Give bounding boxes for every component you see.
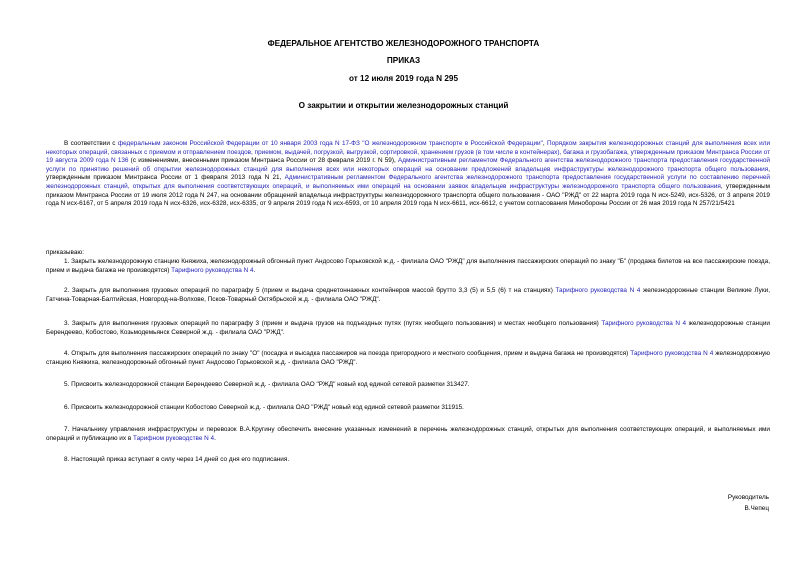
- item-3-end: железнодорожные станции Берендеево, Кобостово, Козьмодемьянск Северной ж.д. - филиала ОАО "РЖД".: [46, 320, 770, 336]
- preamble-text-1: В соответствии с: [64, 140, 118, 147]
- item-7-text: 7. Начальнику управления инфраструктуры и перевозок В.А.Кругину обеспечить внесение указанных изменений в перечень железнодорожных станций, открытых для выполнения соответствующих операций, и выполняемых ими операций и публикацию их в: [46, 426, 770, 442]
- document-date-number: от 12 июля 2019 года N 295: [348, 74, 459, 83]
- preamble-text-2: ,: [542, 140, 547, 147]
- link-tariff-guide-item-4[interactable]: Тарифного руководства N 4: [630, 350, 714, 357]
- item-3-text: 3. Закрыть для выполнения грузовых операций по параграфу 3 (прием и выдача грузов на подъездных путях (путях необщего пользования) и местах необщего пользования): [64, 320, 602, 327]
- item-5: [46, 381, 770, 390]
- order-word: приказываю:: [46, 249, 84, 256]
- item-7: [46, 426, 770, 443]
- item-7-end: .: [214, 434, 216, 442]
- agency-name: ФЕДЕРАЛЬНОЕ АГЕНТСТВО ЖЕЛЕЗНОДОРОЖНОГО ТРАНСПОРТА: [267, 39, 540, 48]
- link-tariff-guide-item-2[interactable]: Тарифного руководства N 4: [555, 287, 641, 294]
- item-1: [46, 258, 770, 275]
- item-6: [46, 404, 770, 413]
- link-admin-regulation-opening[interactable]: Административным регламентом Федерального агентства железнодорожного транспорта предоставления государственной услуги по принятию решений об открытии железнодорожных станций для выполнения всех или некоторых операций на основании предложений владельцев инфраструктуры железнодорожного транспорта общего пользования: [46, 157, 770, 173]
- item-8: [46, 456, 770, 465]
- link-tariff-guide-item-7[interactable]: Тарифном руководстве N 4: [133, 434, 215, 442]
- link-station-closing-procedure[interactable]: Порядком закрытия железнодорожных станций для выполнения всех или некоторых операций, связанных с приемом и отправлением поездов, приемом, выдачей, погрузкой, выгрузкой, сортировкой, хранением грузов (в том числе в контейнерах), багажа и грузобагажа, утвержденным приказом Минтранса России от 19 августа 2009 года N 136: [46, 140, 771, 165]
- signature-role: Руководитель: [727, 494, 769, 501]
- item-4-text: 4. Открыть для выполнения пассажирских операций по знаку "О" (посадка и высадка пассажиров на поезда пригородного и местного сообщения, прием и выдача багажа не производятся): [64, 350, 631, 357]
- item-8-text: 8. Настоящий приказ вступает в силу через 14 дней со дня его подписания.: [64, 456, 290, 463]
- item-5-text: 5. Присвоить железнодорожной станции Берендеево Северной ж.д. - филиала ОАО "РЖД" новый код единой сетевой разметки 313427.: [64, 381, 470, 388]
- item-1-end: .: [253, 266, 256, 274]
- item-3: [46, 320, 770, 337]
- document-title: О закрытии и открытии железнодорожных станций: [298, 101, 509, 110]
- preamble-text-4: , утвержденным приказом Минтранса России от 1 февраля 2013 года N 21,: [46, 165, 770, 182]
- document-type: ПРИКАЗ: [386, 56, 421, 65]
- link-admin-regulation-lists[interactable]: Административным регламентом Федерального агентства железнодорожного транспорта предоставления государственной услуги по составлению перечней железнодорожных станций, открытых для выполнения соответствующих операций, и выполняемых ими операций на основании заявок владельцев инфраструктуры железнодорожного транспорта общего пользования: [46, 174, 770, 190]
- item-1-text: 1. Закрыть железнодорожную станцию Княжиха, железнодорожный обгонный пункт Андосово Горьковской ж.д. - филиала ОАО "РЖД" для выполнения пассажирских операций по знаку "Б" (продажа билетов на все пассажирские поезда, прием и выдача багажа не производятся): [46, 258, 770, 274]
- item-2-text: 2. Закрыть для выполнения грузовых операций по параграфу 5 (прием и выдача среднетоннажных контейнеров массой брутто 3,3 (5) и 5,5 (6) т на станциях): [64, 287, 556, 294]
- item-4: [46, 350, 770, 367]
- link-federal-law[interactable]: федеральным законом Российской Федерации от 10 января 2003 года N 17-ФЗ "О железнодорожном транспорте в Российской Федерации": [117, 140, 543, 147]
- signature-name: В.Чепец: [744, 505, 769, 512]
- item-6-text: 6. Присвоить железнодорожной станции Кобостово Северной ж.д. - филиала ОАО "РЖД" новый код единой сетевой разметки 311915.: [64, 404, 464, 411]
- item-2-end: железнодорожные станции Великие Луки, Гатчина-Товарная-Балтийская, Новгород-на-Волхове, Псков-Товарный Октябрьской ж.д. - филиала ОАО "РЖД".: [46, 287, 770, 303]
- link-tariff-guide-item-3[interactable]: Тарифного руководства N 4: [601, 320, 687, 327]
- item-2: [46, 287, 770, 304]
- preamble-text-3: (с изменениями, внесенными приказом Минтранса России от 28 февраля 2019 г. N 59),: [128, 157, 398, 165]
- preamble-text-5: , утвержденным приказом Минтранса России от 19 июля 2012 года N 247, на основании обращений владельца инфраструктуры железнодорожного транспорта общего пользования - ОАО "РЖД" от 22 марта 2019 года N исх-5249, исх-5326, от 3 апреля 2019 года N исх-6167, от 5 апреля 2019 года N исх-6326, исх-6328, исх-6335, от 9 апреля 2019 года N исх-6593, от 10 апреля 2019 года N исх-6611, исх-6612, с учетом согласования Минобороны России от 26 мая 2019 года N 257/21/5421: [46, 182, 770, 208]
- preamble: [46, 140, 770, 209]
- link-tariff-guide-item-1[interactable]: Тарифного руководства N 4: [171, 266, 254, 274]
- item-4-end: железнодорожную станцию Княжиха, железнодорожный обгонный пункт Андосово Горьковской ж.д. - филиала ОАО "РЖД".: [46, 350, 770, 366]
